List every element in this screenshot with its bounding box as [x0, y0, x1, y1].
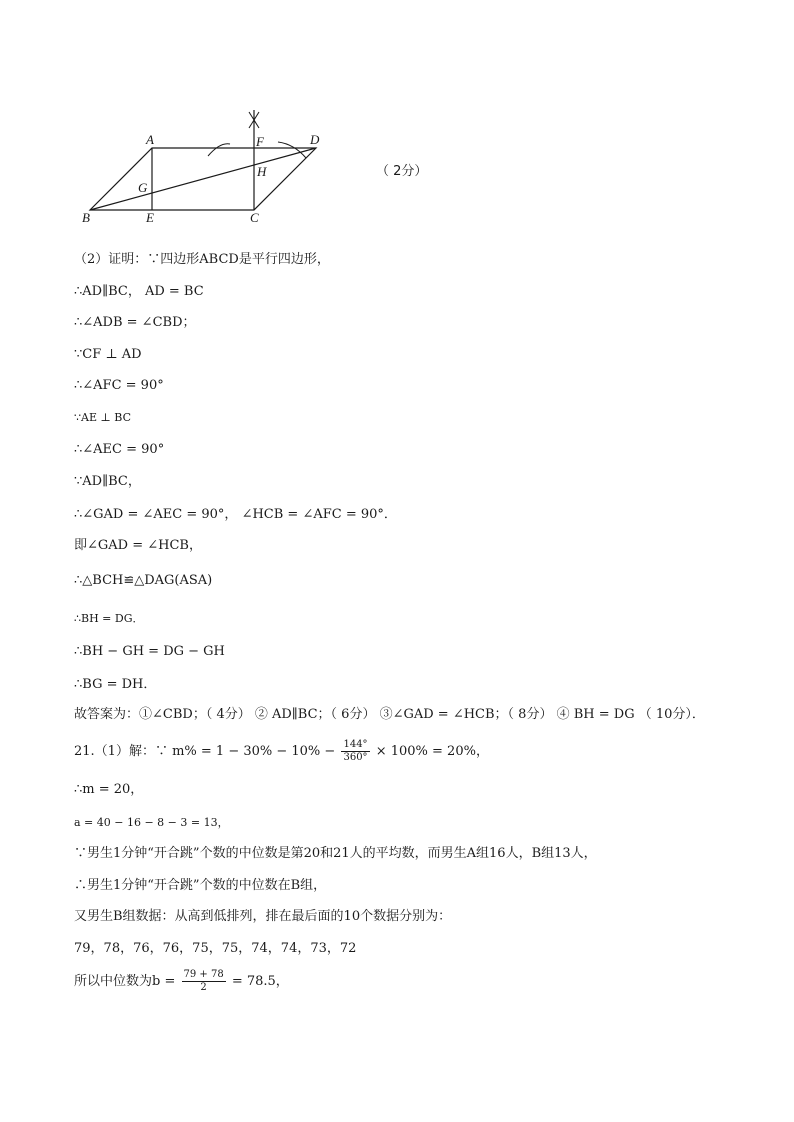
label-e: E — [146, 210, 154, 225]
q21-l1-post: × 100% = 20%， — [375, 744, 489, 759]
median-numerator: 79 + 78 — [183, 969, 224, 980]
geometry-diagram — [80, 104, 340, 229]
label-b: B — [82, 210, 90, 225]
q21-line-6: 又男生B组数据：从高到低排列，排在最后面的10个数据分别为： — [74, 909, 452, 924]
label-d: D — [310, 132, 320, 147]
q21-line-1 — [74, 738, 489, 766]
proof-line-1: （2）证明：∵四边形ABCD是平行四边形， — [74, 252, 330, 267]
diagonal-bd — [90, 148, 316, 210]
proof-line-10: 即∠GAD = ∠HCB， — [74, 538, 202, 553]
proof-line-3: ∴∠ADB = ∠CBD； — [74, 315, 196, 330]
label-a: A — [146, 132, 154, 147]
label-f: F — [256, 134, 264, 149]
construction-arc-1 — [208, 144, 230, 156]
proof-line-14: ∴BG = DH． — [74, 677, 157, 692]
construction-arc-2 — [278, 142, 306, 158]
q21-l8-post: = 78.5， — [231, 974, 289, 989]
q21-line-5: ∴男生1分钟“开合跳”个数的中位数在B组， — [74, 878, 327, 893]
q21-line-2: ∴m = 20， — [74, 782, 144, 797]
q21-line-3: a = 40 − 16 − 8 − 3 = 13， — [74, 816, 229, 829]
label-h: H — [257, 164, 267, 179]
label-g: G — [138, 180, 148, 195]
proof-line-11: ∴△BCH≌△DAG(ASA) — [74, 573, 213, 588]
q21-l8-pre: 所以中位数为b = — [74, 974, 176, 989]
q21-line-8 — [74, 968, 289, 996]
proof-line-7: ∴∠AEC = 90° — [74, 442, 165, 457]
proof-line-12: ∴BH = DG． — [74, 612, 144, 625]
proof-line-5: ∴∠AFC = 90° — [74, 378, 164, 393]
median-fraction — [182, 969, 226, 994]
proof-line-4: ∵CF ⊥ AD — [74, 347, 142, 362]
figure-score: （ 2分） — [376, 164, 428, 179]
q21-l1-pre: 21.（1）解：∵ m% = 1 − 30% − 10% − — [74, 744, 336, 759]
answer-summary: 故答案为：①∠CBD；（ 4分） ② AD∥BC；（ 6分） ③∠GAD = ∠HCB；（ 8分） ④ BH = DG （ 10分）． — [74, 707, 705, 722]
fraction-numerator: 144° — [343, 739, 368, 750]
median-denominator: 2 — [200, 982, 207, 993]
proof-line-6: ∵AE ⊥ BC — [74, 411, 132, 424]
q21-line-7: 79，78，76，76，75，75，74，74，73，72 — [74, 941, 357, 956]
proof-line-9: ∴∠GAD = ∠AEC = 90°， ∠HCB = ∠AFC = 90°． — [74, 507, 397, 522]
angle-fraction — [341, 739, 369, 764]
q21-line-4: ∵男生1分钟“开合跳”个数的中位数是第20和21人的平均数，而男生A组16人，B组13人， — [74, 846, 597, 861]
parallelogram-figure — [80, 104, 340, 229]
proof-line-2: ∴AD∥BC， AD = BC — [74, 284, 204, 299]
fraction-denominator: 360° — [343, 752, 368, 763]
label-c: C — [250, 210, 259, 225]
proof-line-13: ∴BH − GH = DG − GH — [74, 644, 225, 659]
proof-line-8: ∵AD∥BC， — [74, 474, 141, 489]
